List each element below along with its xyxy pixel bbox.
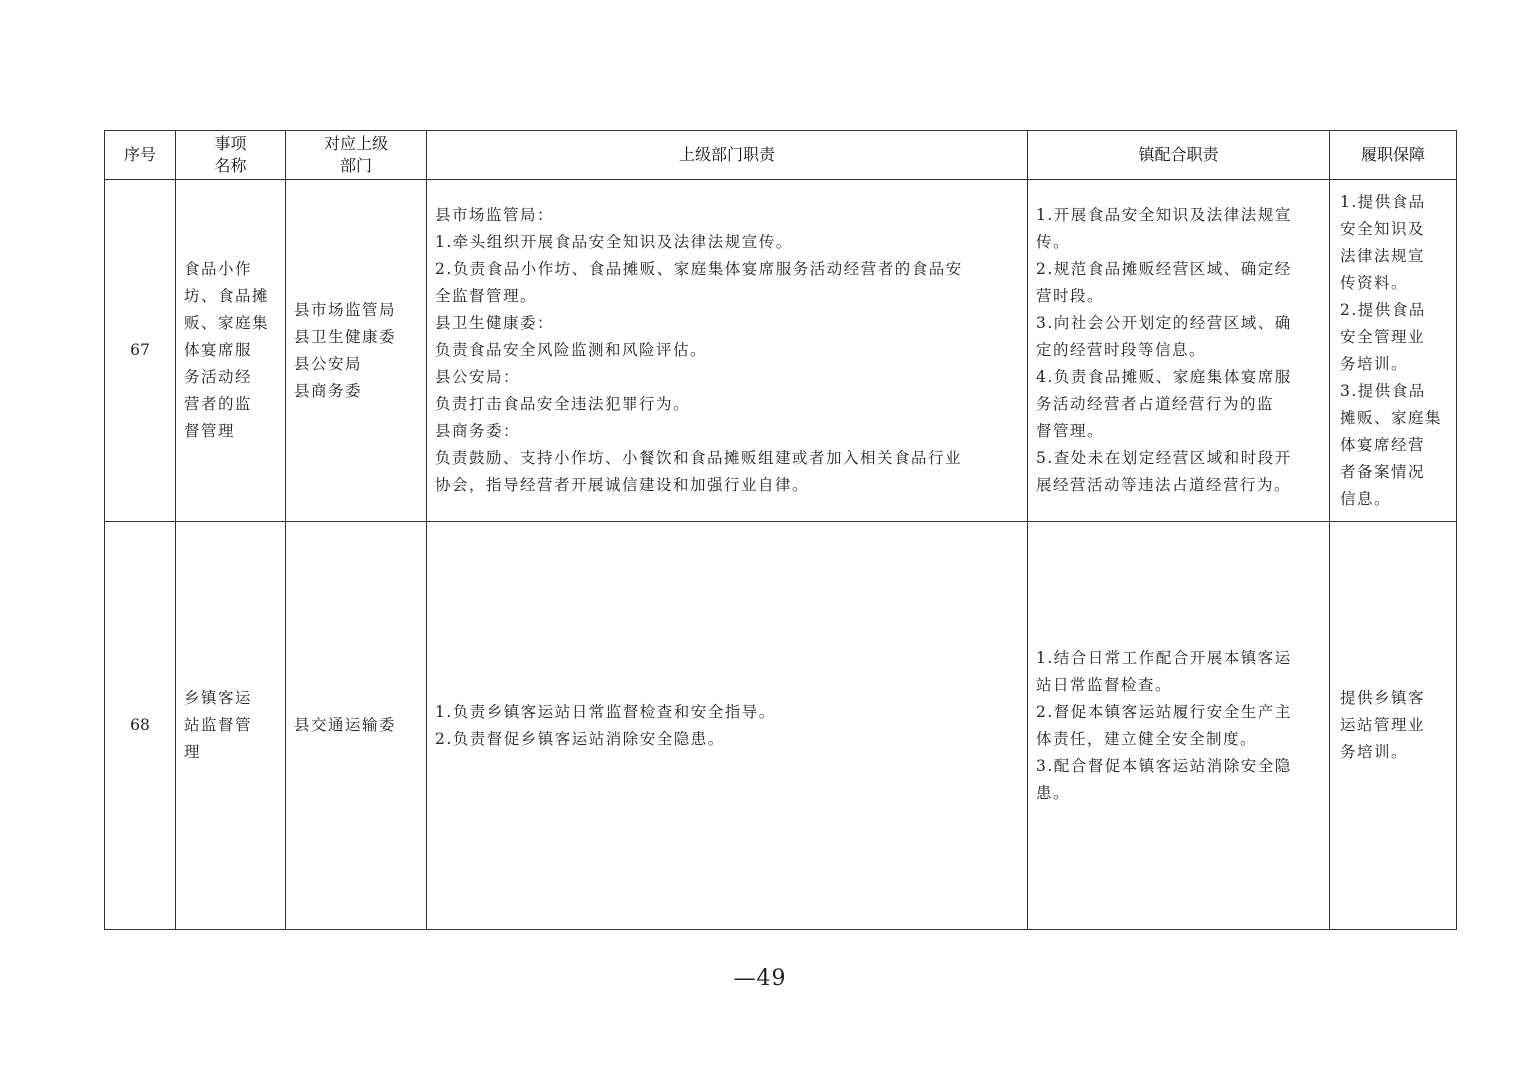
cell-text-line: 传。 <box>1036 233 1071 251</box>
cell-text-line: 摊贩、家庭集 <box>1340 408 1443 427</box>
cell-text-line: 营者的监 <box>184 395 253 413</box>
seq-cell: 67 <box>105 180 176 522</box>
cell-text-line: 理 <box>184 743 202 761</box>
item-name-cell <box>176 522 286 930</box>
table-row <box>105 522 1457 930</box>
cell-text-line: 督管理。 <box>1036 422 1105 440</box>
header-town-duties: 镇配合职责 <box>1028 131 1330 180</box>
cell-text-line: 提供乡镇客 <box>1340 689 1426 707</box>
cell-text-line: 4.负责食品摊贩、家庭集体宴席服 <box>1036 368 1292 386</box>
cell-text-line: 营时段。 <box>1036 287 1105 305</box>
cell-text-line: 2.规范食品摊贩经营区域、确定经 <box>1036 260 1292 278</box>
cell-text-line: 2.督促本镇客运站履行安全生产主 <box>1036 702 1292 721</box>
cell-text-line: 负责鼓励、支持小作坊、小餐饮和食品摊贩组建或者加入相关食品行业 <box>435 449 963 467</box>
cell-text-line: 负责食品安全风险监测和风险评估。 <box>435 341 708 359</box>
cell-text-line: 传资料。 <box>1340 273 1409 292</box>
cell-text-line: 定的经营时段等信息。 <box>1036 341 1207 359</box>
cell-text-line: 县商务委： <box>435 422 521 440</box>
upper-duties-cell <box>427 522 1028 930</box>
cell-text-line: 务活动经 <box>184 368 253 386</box>
header-row <box>105 131 1457 180</box>
cell-text-line: 3.提供食品 <box>1340 381 1426 400</box>
header-item-name-line: 名称 <box>214 156 247 175</box>
cell-text-line: 督管理 <box>184 422 236 440</box>
header-item-name-line: 事项 <box>214 134 247 153</box>
cell-text-line: 县市场监管局 <box>294 300 397 319</box>
cell-text-line: 2.负责食品小作坊、食品摊贩、家庭集体宴席服务活动经营者的食品安 <box>435 260 963 278</box>
town-duties-cell <box>1028 180 1330 522</box>
cell-text-line: 体责任，建立健全安全制度。 <box>1036 729 1258 748</box>
cell-text-line: 县公安局 <box>294 354 363 373</box>
table-row <box>105 180 1457 522</box>
cell-text-line: 全监督管理。 <box>435 287 538 305</box>
cell-text-line: 2.提供食品 <box>1340 300 1426 319</box>
cell-text-line: 乡镇客运 <box>184 689 253 707</box>
department-cell <box>286 522 427 930</box>
cell-text-line: 务培训。 <box>1340 743 1409 761</box>
cell-text-line: 3.向社会公开划定的经营区域、确 <box>1036 314 1292 332</box>
cell-text-line: 县交通运输委 <box>294 716 397 734</box>
cell-text-line: 1.开展食品安全知识及法律法规宣 <box>1036 206 1292 224</box>
cell-text-line: 站日常监督检查。 <box>1036 675 1173 694</box>
cell-text-line: 协会，指导经营者开展诚信建设和加强行业自律。 <box>435 476 810 494</box>
page-number: —49 <box>733 966 787 991</box>
seq-cell: 68 <box>105 522 176 930</box>
department-cell <box>286 180 427 522</box>
cell-text-line: 安全管理业 <box>1340 327 1426 346</box>
cell-text-line: 县市场监管局： <box>435 206 555 224</box>
cell-text-line: 法律法规宣 <box>1340 246 1426 265</box>
cell-text-line: 务活动经营者占道经营行为的监 <box>1036 395 1275 413</box>
header-department-line: 对应上级 <box>323 134 388 153</box>
cell-text-line: 站监督管 <box>184 716 253 734</box>
cell-text-line: 县卫生健康委： <box>435 314 555 332</box>
cell-text-line: 1.负责乡镇客运站日常监督检查和安全指导。 <box>435 702 776 721</box>
cell-text-line: 负责打击食品安全违法犯罪行为。 <box>435 395 691 413</box>
duties-table <box>104 130 1457 930</box>
header-department <box>286 131 427 180</box>
cell-text-line: 1.牵头组织开展食品安全知识及法律法规宣传。 <box>435 233 793 251</box>
cell-text-line: 坊、食品摊 <box>184 287 270 305</box>
cell-text-line: 展经营活动等违法占道经营行为。 <box>1036 476 1292 494</box>
cell-text-line: 安全知识及 <box>1340 219 1426 238</box>
cell-text-line: 县商务委 <box>294 381 363 400</box>
header-guarantee: 履职保障 <box>1330 131 1457 180</box>
header-item-name <box>176 131 286 180</box>
cell-text-line: 运站管理业 <box>1340 716 1426 734</box>
guarantee-cell <box>1330 180 1457 522</box>
cell-text-line: 3.配合督促本镇客运站消除安全隐 <box>1036 756 1292 775</box>
cell-text-line: 县公安局： <box>435 368 521 386</box>
cell-text-line: 务培训。 <box>1340 354 1409 373</box>
cell-text-line: 患。 <box>1036 783 1071 802</box>
cell-text-line: 贩、家庭集 <box>184 314 270 332</box>
cell-text-line: 体宴席服 <box>184 341 253 359</box>
cell-text-line: 县卫生健康委 <box>294 327 397 346</box>
town-duties-cell <box>1028 522 1330 930</box>
cell-text-line: 1.提供食品 <box>1340 192 1426 211</box>
cell-text-line: 信息。 <box>1340 489 1392 508</box>
cell-text-line: 5.查处未在划定经营区域和时段开 <box>1036 449 1292 467</box>
cell-text-line: 1.结合日常工作配合开展本镇客运 <box>1036 648 1292 667</box>
upper-duties-cell <box>427 180 1028 522</box>
header-upper-duties: 上级部门职责 <box>427 131 1028 180</box>
header-department-line: 部门 <box>339 156 372 175</box>
cell-text-line: 2.负责督促乡镇客运站消除安全隐患。 <box>435 729 725 748</box>
cell-text-line: 体宴席经营 <box>1340 435 1426 454</box>
cell-text-line: 者备案情况 <box>1340 462 1426 481</box>
header-seq: 序号 <box>105 131 176 180</box>
guarantee-cell <box>1330 522 1457 930</box>
cell-text-line: 食品小作 <box>184 260 253 278</box>
item-name-cell <box>176 180 286 522</box>
